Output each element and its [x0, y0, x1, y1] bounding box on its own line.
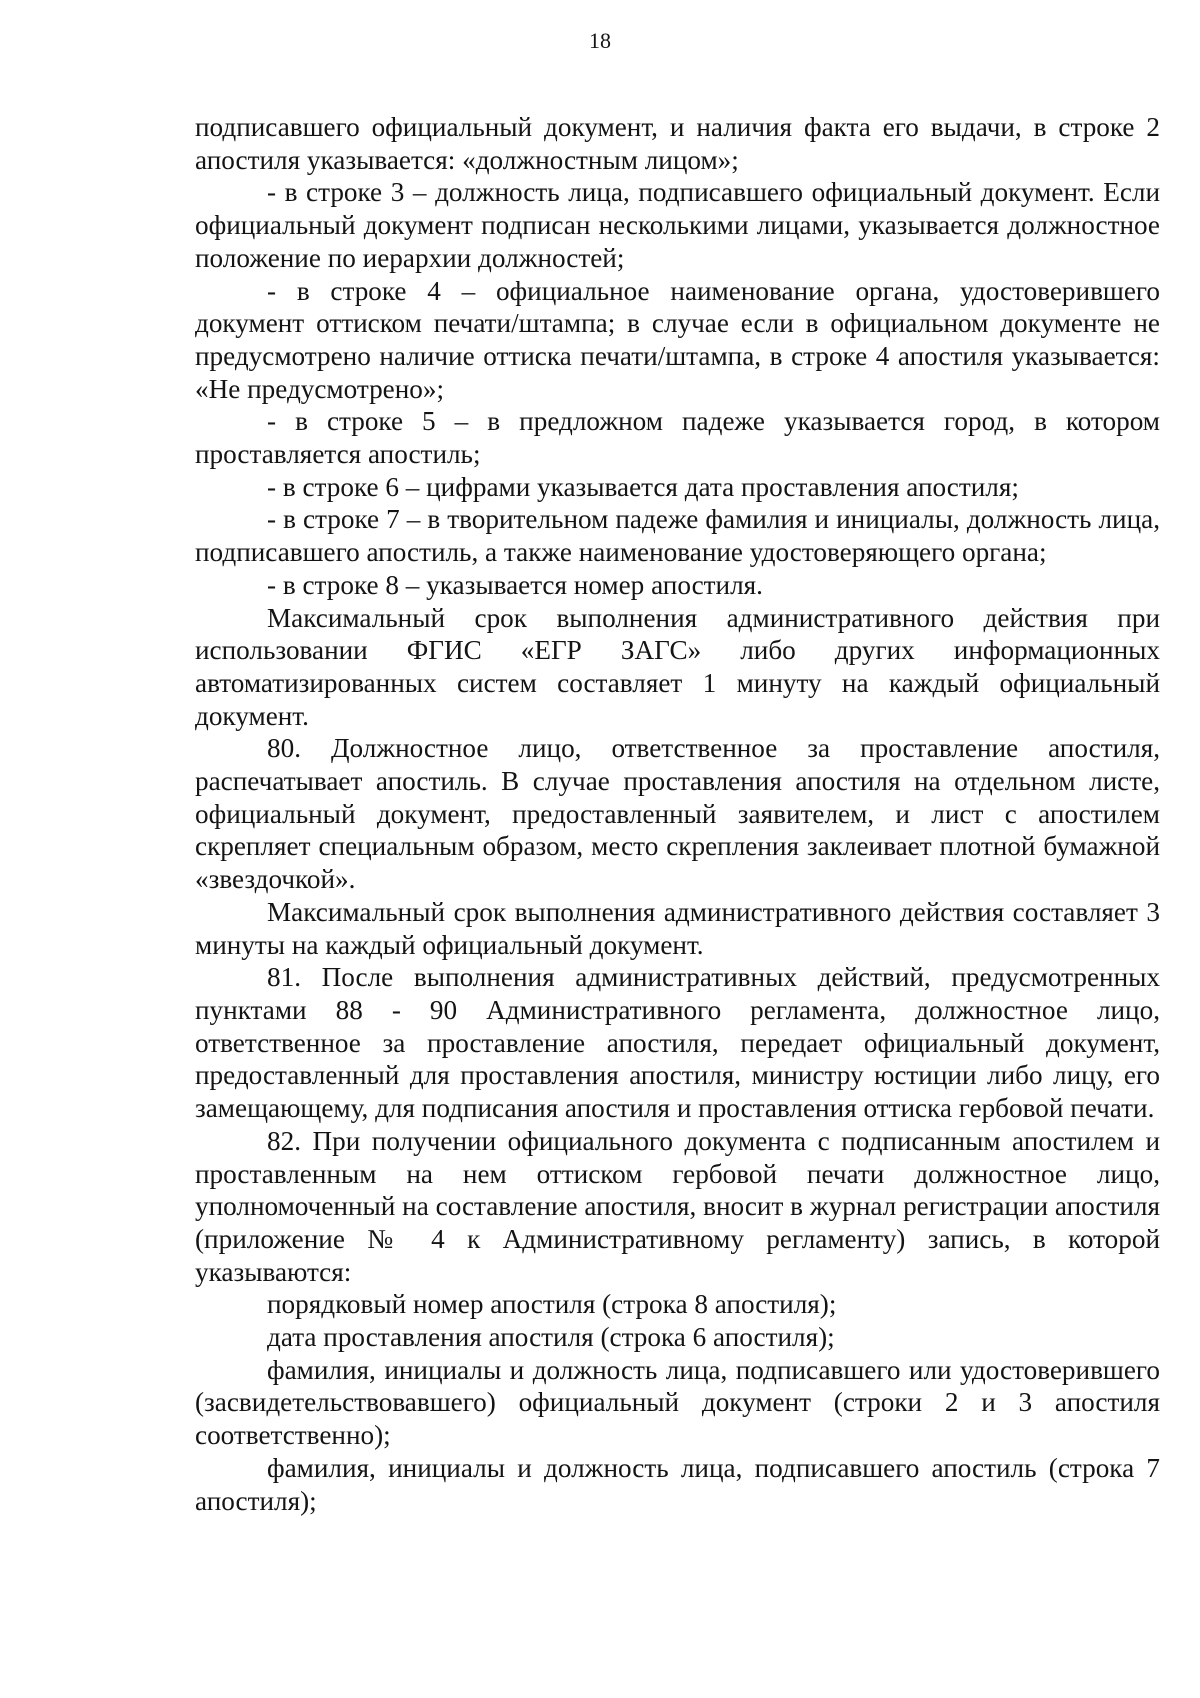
- paragraph: - в строке 5 – в предложном падеже указывается город, в котором проставляется апостиль;: [195, 406, 1160, 470]
- paragraph: фамилия, инициалы и должность лица, подписавшего или удостоверившего (засвидетельствовавшего) официальный документ (строки 2 и 3 апостиля соответственно);: [195, 1354, 1160, 1451]
- paragraph: 80. Должностное лицо, ответственное за проставление апостиля, распечатывает апостиль. В случае проставления апостиля на отдельном листе, официальный документ, предоставленный заявителем, и лист с апостилем скрепляет специальным образом, место скрепления заклеивает плотной бумажной «звездочкой».: [195, 733, 1160, 895]
- paragraph: - в строке 4 – официальное наименование органа, удостоверившего документ оттиском печати/штампа; в случае если в официальном документе не предусмотрено наличие оттиска печати/штампа, в строке 4 апостиля указывается: «Не предусмотрено»;: [195, 275, 1160, 404]
- paragraph: Максимальный срок выполнения административного действия составляет 3 минуты на каждый официальный документ.: [195, 896, 1160, 960]
- document-body: [195, 111, 1160, 1517]
- paragraph: - в строке 8 – указывается номер апостиля.: [267, 569, 763, 600]
- paragraph: 81. После выполнения административных действий, предусмотренных пунктами 88 - 90 Административного регламента, должностное лицо, ответственное за проставление апостиля, передает официальный документ, предоставленный для проставления апостиля, министру юстиции либо лицу, его замещающему, для подписания апостиля и проставления оттиска гербовой печати.: [195, 962, 1160, 1124]
- paragraph: - в строке 7 – в творительном падеже фамилия и инициалы, должность лица, подписавшего апостиль, а также наименование удостоверяющего органа;: [195, 504, 1160, 568]
- paragraph: дата проставления апостиля (строка 6 апостиля);: [267, 1322, 835, 1353]
- paragraph: подписавшего официальный документ, и наличия факта его выдачи, в строке 2 апостиля указывается: «должностным лицом»;: [195, 112, 1160, 175]
- paragraph: 82. При получении официального документа с подписанным апостилем и проставленным на нем оттиском гербовой печати должностное лицо, уполномоченный на составление апостиля, вносит в журнал регистрации апостиля (приложение № 4 к Административному регламенту) запись, в которой указываются:: [195, 1125, 1160, 1287]
- paragraph: фамилия, инициалы и должность лица, подписавшего апостиль (строка 7 апостиля);: [195, 1452, 1160, 1516]
- paragraph: - в строке 6 – цифрами указывается дата проставления апостиля;: [267, 471, 1019, 502]
- paragraph: - в строке 3 – должность лица, подписавшего официальный документ. Если официальный документ подписан несколькими лицами, указывается должностное положение по иерархии должностей;: [195, 177, 1160, 273]
- paragraph: порядковый номер апостиля (строка 8 апостиля);: [267, 1289, 837, 1320]
- page-number: 18: [589, 28, 611, 53]
- paragraph: Максимальный срок выполнения административного действия при использовании ФГИС «ЕГР ЗАГС» либо других информационных автоматизированных систем составляет 1 минуту на каждый официальный документ.: [195, 602, 1160, 731]
